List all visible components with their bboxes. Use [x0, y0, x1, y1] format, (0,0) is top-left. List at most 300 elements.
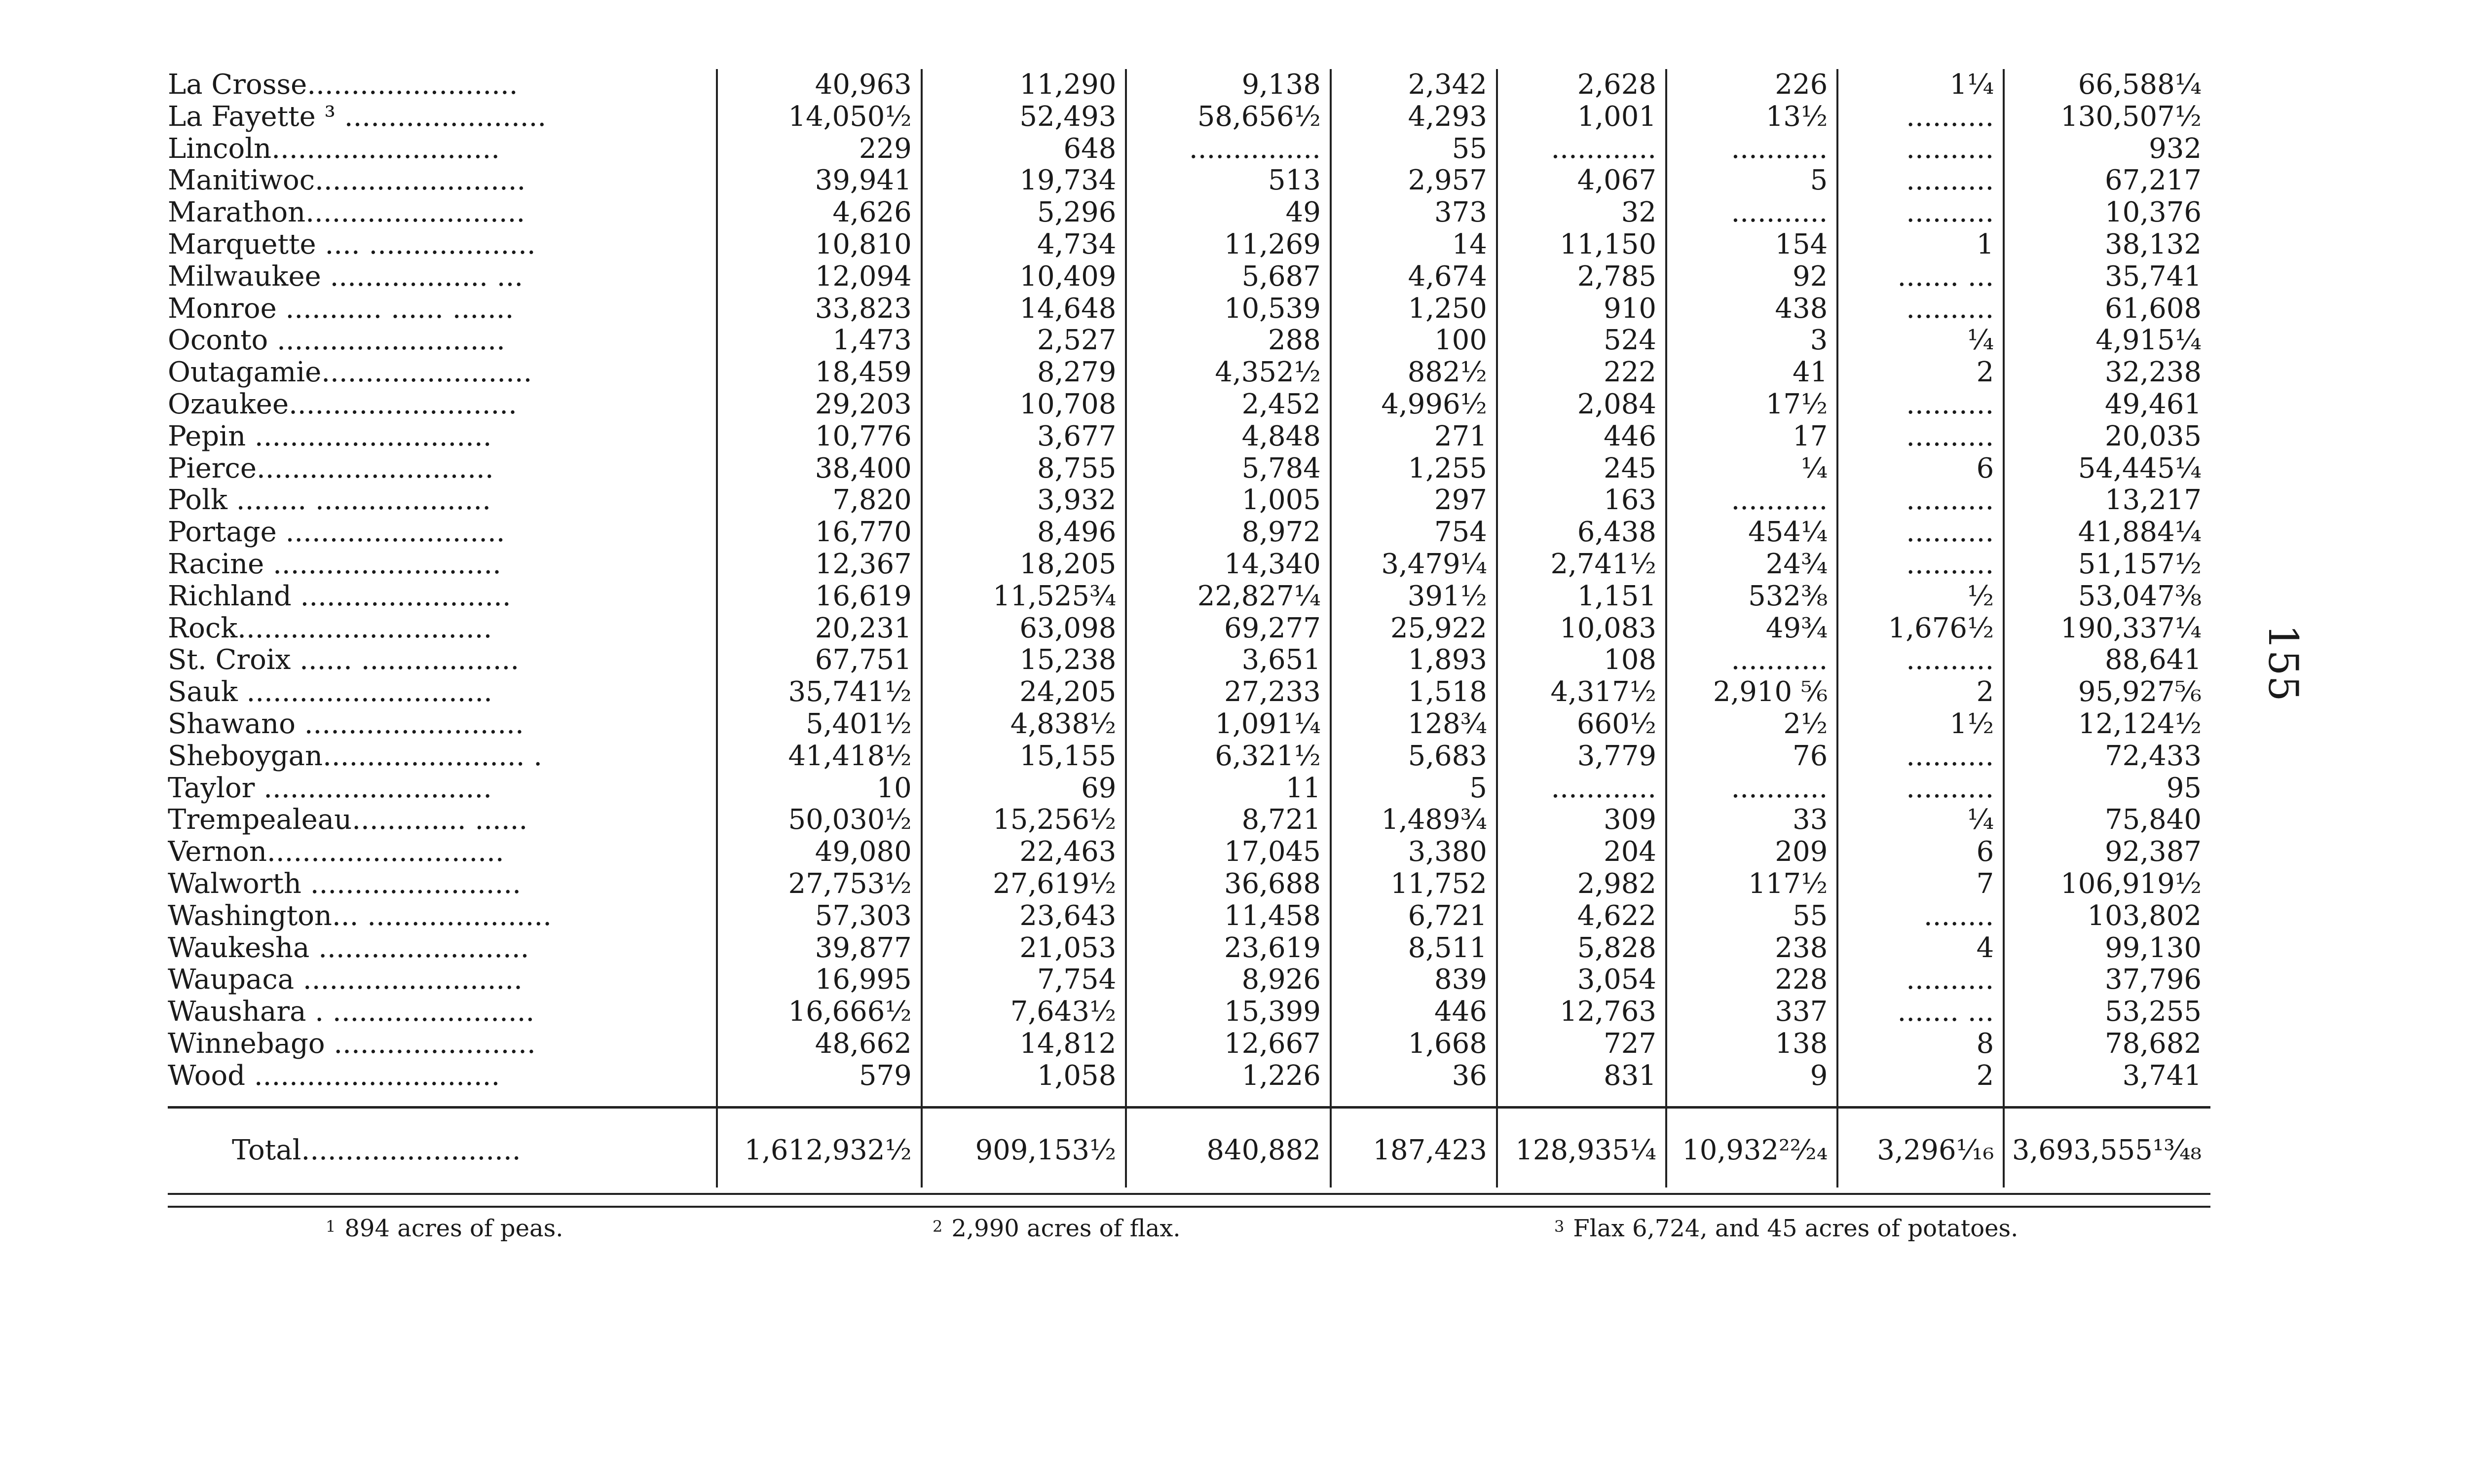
value-cell: 29,203 [717, 389, 922, 421]
value-cell: 910 [1497, 293, 1666, 325]
value-cell: 4,352½ [1126, 357, 1331, 389]
value-cell: .......... [1837, 165, 2004, 197]
value-cell: 21,053 [922, 932, 1126, 965]
value-cell: 117½ [1666, 868, 1837, 900]
value-cell: .......... [1837, 773, 2004, 805]
value-cell: 63,098 [922, 613, 1126, 645]
total-value-cell: 187,423 [1331, 1107, 1497, 1187]
value-cell: 67,751 [717, 644, 922, 676]
value-cell: 660½ [1497, 708, 1666, 741]
value-cell: ¼ [1837, 325, 2004, 357]
footnote-text: Flax 6,724, and 45 acres of potatoes. [1573, 1215, 2018, 1242]
value-cell: 17 [1666, 421, 1837, 453]
value-cell: ........... [1666, 773, 1837, 805]
value-cell: 130,507½ [2004, 101, 2210, 133]
county-name: Wood ............................ [168, 1060, 500, 1092]
spacer-cell [1126, 1092, 1331, 1108]
table-row [168, 804, 2210, 836]
table-row [168, 517, 2210, 549]
value-cell: 9 [1666, 1060, 1837, 1092]
table-row [168, 484, 2210, 517]
value-cell: 12,667 [1126, 1028, 1331, 1060]
value-cell: 20,035 [2004, 421, 2210, 453]
total-row [168, 1107, 2210, 1187]
value-cell: 108 [1497, 644, 1666, 676]
spacer-cell [717, 1092, 922, 1108]
value-cell: 4,626 [717, 197, 922, 229]
value-cell: 7,754 [922, 964, 1126, 996]
value-cell: 128¾ [1331, 708, 1497, 741]
value-cell: 2 [1837, 357, 2004, 389]
value-cell: 76 [1666, 741, 1837, 773]
value-cell: 92,387 [2004, 836, 2210, 868]
county-data-table [168, 69, 2210, 1187]
value-cell: 1,668 [1331, 1028, 1497, 1060]
value-cell: 2,628 [1497, 69, 1666, 101]
value-cell: 7,820 [717, 484, 922, 517]
county-name: Richland ........................ [168, 580, 511, 612]
county-name: Lincoln.......................... [168, 133, 500, 165]
total-value-cell: 10,932²²⁄₂₄ [1666, 1107, 1837, 1187]
value-cell: 55 [1666, 900, 1837, 932]
county-name: Rock............................. [168, 612, 492, 644]
value-cell: 271 [1331, 421, 1497, 453]
value-cell: 11,525¾ [922, 581, 1126, 613]
value-cell: 40,963 [717, 69, 922, 101]
value-cell: 67,217 [2004, 165, 2210, 197]
value-cell: 4,622 [1497, 900, 1666, 932]
county-name: Pierce........................... [168, 452, 494, 484]
value-cell: 579 [717, 1060, 922, 1092]
footnote-3 [1554, 1214, 2018, 1243]
value-cell: 14,648 [922, 293, 1126, 325]
value-cell: ............ [1497, 133, 1666, 165]
value-cell: 12,094 [717, 261, 922, 293]
table-row [168, 261, 2210, 293]
table-row [168, 676, 2210, 708]
county-name: Monroe ........... ...... ....... [168, 293, 514, 325]
value-cell: 51,157½ [2004, 549, 2210, 581]
value-cell: 41 [1666, 357, 1837, 389]
county-name: Winnebago ....................... [168, 1028, 536, 1060]
table-row [168, 1060, 2210, 1092]
value-cell: 513 [1126, 165, 1331, 197]
county-name: Vernon........................... [168, 836, 504, 868]
value-cell: .......... [1837, 517, 2004, 549]
value-cell: 4,915¼ [2004, 325, 2210, 357]
value-cell: 15,238 [922, 644, 1126, 676]
table-row [168, 325, 2210, 357]
county-name: Shawano ......................... [168, 708, 524, 740]
table-row [168, 900, 2210, 932]
value-cell: 446 [1497, 421, 1666, 453]
county-name: Marathon......................... [168, 197, 525, 229]
value-cell: 1,518 [1331, 676, 1497, 708]
value-cell: 10,083 [1497, 613, 1666, 645]
value-cell: 14,812 [922, 1028, 1126, 1060]
value-cell: 55 [1331, 133, 1497, 165]
value-cell: 1,255 [1331, 453, 1497, 485]
value-cell: 446 [1331, 996, 1497, 1028]
table-row [168, 197, 2210, 229]
value-cell: .......... [1837, 549, 2004, 581]
value-cell: 11,752 [1331, 868, 1497, 900]
value-cell: 33 [1666, 804, 1837, 836]
value-cell: 69 [922, 773, 1126, 805]
value-cell: 1,005 [1126, 484, 1331, 517]
total-value-cell: 909,153½ [922, 1107, 1126, 1187]
double-rule-top [168, 1193, 2210, 1195]
value-cell: 16,666½ [717, 996, 922, 1028]
value-cell: 53,255 [2004, 996, 2210, 1028]
value-cell: 41,884¼ [2004, 517, 2210, 549]
value-cell: 4,674 [1331, 261, 1497, 293]
table-row [168, 293, 2210, 325]
value-cell: 7 [1837, 868, 2004, 900]
county-name: Washington... ..................... [168, 900, 552, 932]
value-cell: 4,734 [922, 229, 1126, 261]
value-cell: 4,838½ [922, 708, 1126, 741]
value-cell: 88,641 [2004, 644, 2210, 676]
value-cell: 39,877 [717, 932, 922, 965]
footnote-mark: 2 [933, 1217, 943, 1236]
value-cell: 36,688 [1126, 868, 1331, 900]
value-cell: 37,796 [2004, 964, 2210, 996]
value-cell: 3 [1666, 325, 1837, 357]
value-cell: 373 [1331, 197, 1497, 229]
total-value-cell: 3,296¹⁄₁₆ [1837, 1107, 2004, 1187]
value-cell: 103,802 [2004, 900, 2210, 932]
value-cell: 3,779 [1497, 741, 1666, 773]
value-cell: 72,433 [2004, 741, 2210, 773]
value-cell: 7,643½ [922, 996, 1126, 1028]
value-cell: 10,409 [922, 261, 1126, 293]
value-cell: 8,721 [1126, 804, 1331, 836]
county-name: Taylor .......................... [168, 772, 492, 804]
footnote-text: 2,990 acres of flax. [951, 1215, 1181, 1242]
value-cell: .......... [1837, 964, 2004, 996]
value-cell: 49,461 [2004, 389, 2210, 421]
value-cell: ........... [1666, 644, 1837, 676]
value-cell: 2,982 [1497, 868, 1666, 900]
value-cell: 22,463 [922, 836, 1126, 868]
value-cell: 2,785 [1497, 261, 1666, 293]
table-row [168, 549, 2210, 581]
value-cell: .......... [1837, 389, 2004, 421]
value-cell: 8,511 [1331, 932, 1497, 965]
value-cell: 14 [1331, 229, 1497, 261]
county-name: Marquette .... ................... [168, 228, 536, 260]
value-cell: 13½ [1666, 101, 1837, 133]
value-cell: 8,926 [1126, 964, 1331, 996]
value-cell: 95,927⅚ [2004, 676, 2210, 708]
value-cell: 11,269 [1126, 229, 1331, 261]
value-cell: 32,238 [2004, 357, 2210, 389]
value-cell: 24¾ [1666, 549, 1837, 581]
double-rule-bottom [168, 1206, 2210, 1208]
value-cell: 6 [1837, 836, 2004, 868]
value-cell: 6,321½ [1126, 741, 1331, 773]
table-row [168, 101, 2210, 133]
spacer-cell [168, 1092, 717, 1108]
value-cell: 61,608 [2004, 293, 2210, 325]
value-cell: 297 [1331, 484, 1497, 517]
value-cell: 100 [1331, 325, 1497, 357]
value-cell: 33,823 [717, 293, 922, 325]
value-cell: 3,677 [922, 421, 1126, 453]
value-cell: 95 [2004, 773, 2210, 805]
value-cell: .......... [1837, 741, 2004, 773]
value-cell: .......... [1837, 101, 2004, 133]
value-cell: 5,401½ [717, 708, 922, 741]
county-name: Milwaukee .................. ... [168, 260, 523, 293]
footnote-mark: 1 [326, 1217, 336, 1236]
value-cell: 32 [1497, 197, 1666, 229]
value-cell: 932 [2004, 133, 2210, 165]
value-cell: 38,132 [2004, 229, 2210, 261]
value-cell: 35,741½ [717, 676, 922, 708]
value-cell: 3,932 [922, 484, 1126, 517]
value-cell: ½ [1837, 581, 2004, 613]
spacer-row [168, 1092, 2210, 1108]
value-cell: 229 [717, 133, 922, 165]
value-cell: 17,045 [1126, 836, 1331, 868]
county-name: Waupaca ......................... [168, 964, 523, 996]
county-name: Waukesha ........................ [168, 932, 529, 964]
table-row [168, 644, 2210, 676]
value-cell: 532⅜ [1666, 581, 1837, 613]
value-cell: ¼ [1837, 804, 2004, 836]
value-cell: 727 [1497, 1028, 1666, 1060]
table-row [168, 613, 2210, 645]
table-row [168, 69, 2210, 101]
county-name: St. Croix ...... .................. [168, 644, 520, 676]
value-cell: 49,080 [717, 836, 922, 868]
value-cell: 8,496 [922, 517, 1126, 549]
value-cell: 99,130 [2004, 932, 2210, 965]
value-cell: 58,656½ [1126, 101, 1331, 133]
value-cell: 454¼ [1666, 517, 1837, 549]
value-cell: 1,676½ [1837, 613, 2004, 645]
value-cell: 5,784 [1126, 453, 1331, 485]
value-cell: 222 [1497, 357, 1666, 389]
footnote-2 [933, 1214, 1181, 1243]
table-row [168, 773, 2210, 805]
value-cell: 882½ [1331, 357, 1497, 389]
county-name: Trempealeau............. ...... [168, 804, 528, 836]
county-name: Ozaukee.......................... [168, 388, 517, 420]
page-number: 155 [2259, 624, 2306, 702]
table-row [168, 165, 2210, 197]
value-cell: 3,380 [1331, 836, 1497, 868]
value-cell: 27,233 [1126, 676, 1331, 708]
value-cell: 78,682 [2004, 1028, 2210, 1060]
value-cell: 6 [1837, 453, 2004, 485]
total-value-cell: 3,693,555¹³⁄₄₈ [2004, 1107, 2210, 1187]
value-cell: ........... [1666, 197, 1837, 229]
value-cell: 9,138 [1126, 69, 1331, 101]
value-cell: 2,910 ⅚ [1666, 676, 1837, 708]
value-cell: 11,290 [922, 69, 1126, 101]
value-cell: 11,150 [1497, 229, 1666, 261]
value-cell: .......... [1837, 644, 2004, 676]
value-cell: 4,067 [1497, 165, 1666, 197]
value-cell: 1 [1837, 229, 2004, 261]
value-cell: 2 [1837, 676, 2004, 708]
value-cell: 8 [1837, 1028, 2004, 1060]
value-cell: 16,995 [717, 964, 922, 996]
table-row [168, 868, 2210, 900]
spacer-cell [1666, 1092, 1837, 1108]
value-cell: 226 [1666, 69, 1837, 101]
value-cell: 163 [1497, 484, 1666, 517]
table-row [168, 1028, 2210, 1060]
value-cell: 524 [1497, 325, 1666, 357]
county-name: Manitiwoc........................ [168, 165, 526, 197]
spacer-cell [1837, 1092, 2004, 1108]
county-name: Sauk ............................ [168, 676, 492, 708]
value-cell: 10 [717, 773, 922, 805]
county-name: Walworth ........................ [168, 868, 521, 900]
county-name: Outagamie........................ [168, 357, 532, 389]
value-cell: ....... ... [1837, 996, 2004, 1028]
value-cell: 15,155 [922, 741, 1126, 773]
value-cell: 48,662 [717, 1028, 922, 1060]
total-value-cell: 840,882 [1126, 1107, 1331, 1187]
value-cell: 5,687 [1126, 261, 1331, 293]
value-cell: 13,217 [2004, 484, 2210, 517]
value-cell: 1,893 [1331, 644, 1497, 676]
value-cell: 2,084 [1497, 389, 1666, 421]
value-cell: 10,776 [717, 421, 922, 453]
county-name: La Crosse........................ [168, 69, 518, 101]
spacer-cell [2004, 1092, 2210, 1108]
value-cell: 4,996½ [1331, 389, 1497, 421]
value-cell: 8,972 [1126, 517, 1331, 549]
value-cell: 309 [1497, 804, 1666, 836]
value-cell: 3,741 [2004, 1060, 2210, 1092]
value-cell: 35,741 [2004, 261, 2210, 293]
value-cell: 138 [1666, 1028, 1837, 1060]
table-row [168, 964, 2210, 996]
value-cell: 228 [1666, 964, 1837, 996]
value-cell: ............... [1126, 133, 1331, 165]
value-cell: 18,459 [717, 357, 922, 389]
value-cell: 12,367 [717, 549, 922, 581]
value-cell: 49¾ [1666, 613, 1837, 645]
spacer-cell [922, 1092, 1126, 1108]
value-cell: 1,250 [1331, 293, 1497, 325]
value-cell: 54,445¼ [2004, 453, 2210, 485]
value-cell: 6,438 [1497, 517, 1666, 549]
county-table-container [168, 69, 2210, 1187]
value-cell: .......... [1837, 133, 2004, 165]
value-cell: 2,527 [922, 325, 1126, 357]
value-cell: 92 [1666, 261, 1837, 293]
value-cell: 5 [1666, 165, 1837, 197]
table-row [168, 741, 2210, 773]
value-cell: ....... ... [1837, 261, 2004, 293]
value-cell: 18,205 [922, 549, 1126, 581]
table-row [168, 389, 2210, 421]
value-cell: 27,753½ [717, 868, 922, 900]
value-cell: 438 [1666, 293, 1837, 325]
value-cell: 831 [1497, 1060, 1666, 1092]
value-cell: 19,734 [922, 165, 1126, 197]
value-cell: 4,317½ [1497, 676, 1666, 708]
value-cell: ........... [1666, 133, 1837, 165]
value-cell: 22,827¼ [1126, 581, 1331, 613]
footnote-1 [326, 1214, 563, 1243]
value-cell: 17½ [1666, 389, 1837, 421]
value-cell: 4,848 [1126, 421, 1331, 453]
table-row [168, 229, 2210, 261]
value-cell: 10,539 [1126, 293, 1331, 325]
table-row [168, 453, 2210, 485]
value-cell: 66,588¼ [2004, 69, 2210, 101]
county-name: Portage ......................... [168, 517, 505, 549]
value-cell: ........... [1666, 484, 1837, 517]
value-cell: 2 [1837, 1060, 2004, 1092]
value-cell: 57,303 [717, 900, 922, 932]
value-cell: 1,058 [922, 1060, 1126, 1092]
county-name: Racine .......................... [168, 548, 501, 580]
total-value-cell: 1,612,932½ [717, 1107, 922, 1187]
value-cell: 6,721 [1331, 900, 1497, 932]
value-cell: 16,770 [717, 517, 922, 549]
county-name: Sheboygan....................... . [168, 740, 543, 772]
value-cell: 2,342 [1331, 69, 1497, 101]
table-row [168, 421, 2210, 453]
table-row [168, 581, 2210, 613]
value-cell: 238 [1666, 932, 1837, 965]
value-cell: 10,708 [922, 389, 1126, 421]
value-cell: 2,452 [1126, 389, 1331, 421]
value-cell: 5,296 [922, 197, 1126, 229]
value-cell: 39,941 [717, 165, 922, 197]
value-cell: 8,755 [922, 453, 1126, 485]
value-cell: 50,030½ [717, 804, 922, 836]
value-cell: 190,337¼ [2004, 613, 2210, 645]
value-cell: 1,473 [717, 325, 922, 357]
value-cell: 2,957 [1331, 165, 1497, 197]
value-cell: 4,293 [1331, 101, 1497, 133]
value-cell: 839 [1331, 964, 1497, 996]
value-cell: .......... [1837, 293, 2004, 325]
total-value-cell: 128,935¼ [1497, 1107, 1666, 1187]
value-cell: 20,231 [717, 613, 922, 645]
value-cell: 1½ [1837, 708, 2004, 741]
value-cell: 15,256½ [922, 804, 1126, 836]
value-cell: 14,340 [1126, 549, 1331, 581]
value-cell: 25,922 [1331, 613, 1497, 645]
table-row [168, 932, 2210, 965]
total-label: Total......................... [168, 1107, 717, 1187]
value-cell: 209 [1666, 836, 1837, 868]
table-row [168, 996, 2210, 1028]
value-cell: .......... [1837, 484, 2004, 517]
value-cell: 10,810 [717, 229, 922, 261]
value-cell: 337 [1666, 996, 1837, 1028]
value-cell: 41,418½ [717, 741, 922, 773]
value-cell: 245 [1497, 453, 1666, 485]
value-cell: ¼ [1666, 453, 1837, 485]
value-cell: 11,458 [1126, 900, 1331, 932]
value-cell: 10,376 [2004, 197, 2210, 229]
value-cell: 24,205 [922, 676, 1126, 708]
value-cell: 52,493 [922, 101, 1126, 133]
footnote-text: 894 acres of peas. [344, 1215, 563, 1242]
